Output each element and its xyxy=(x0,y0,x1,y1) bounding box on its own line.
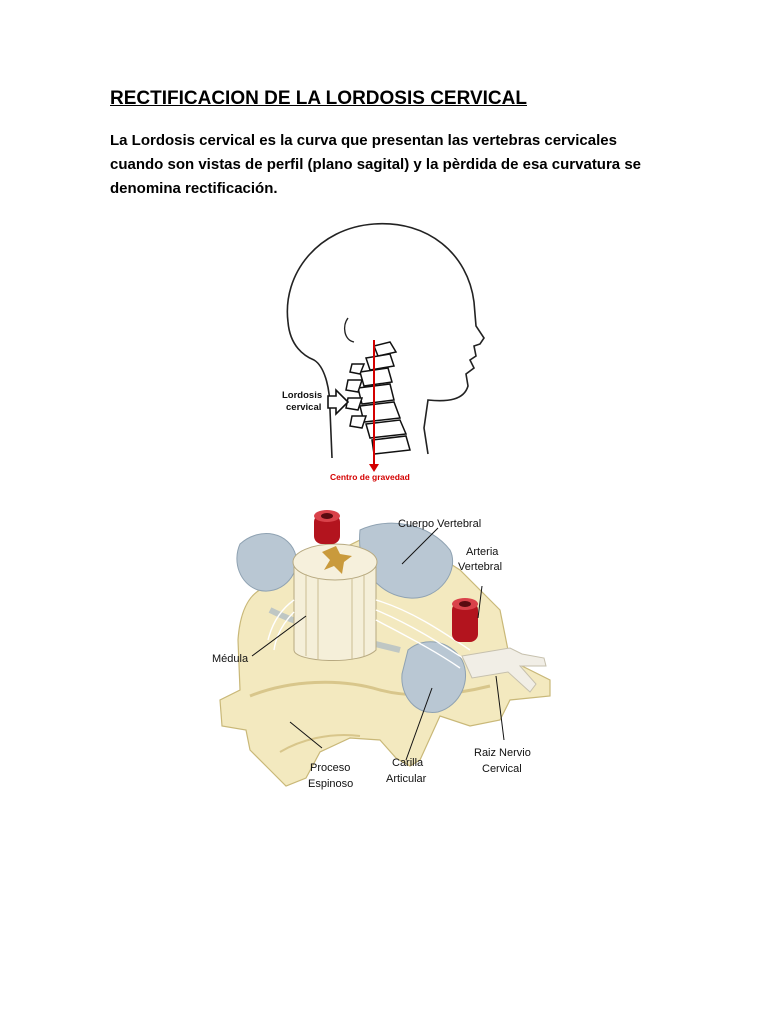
document-title: RECTIFICACION DE LA LORDOSIS CERVICAL xyxy=(110,88,527,109)
label-raiz-line2: Cervical xyxy=(482,763,522,775)
gravity-label: Centro de gravedad xyxy=(330,472,410,482)
label-carilla-line2: Articular xyxy=(386,773,427,785)
vertebra-anatomy-illustration xyxy=(210,500,560,795)
intro-paragraph: La Lordosis cervical es la curva que presentan las vertebras cervicales cuando son vistas de perfil (plano sagital) y la pèrdida de esa curvatura se denomina rectificación. xyxy=(110,132,642,197)
label-medula: Médula xyxy=(212,653,249,665)
label-proceso-line1: Proceso xyxy=(310,762,351,774)
label-proceso-line2: Espinoso xyxy=(308,778,354,790)
label-carilla-line1: Carilla xyxy=(392,757,424,769)
head-profile-illustration xyxy=(278,214,490,492)
label-cuerpo-vertebral: Cuerpo Vertebral xyxy=(398,518,482,530)
lordosis-label-line2: cervical xyxy=(286,402,322,413)
vertebral-artery-top xyxy=(314,510,340,544)
label-raiz-line1: Raiz Nervio xyxy=(474,747,531,759)
spinal-cord xyxy=(293,544,377,661)
cartilage-left xyxy=(237,534,297,592)
label-arteria-line2: Vertebral xyxy=(458,561,503,573)
vertebral-artery-side xyxy=(452,598,478,642)
lordosis-label-line1: Lordosis xyxy=(282,390,323,401)
label-arteria-line1: Arteria xyxy=(466,546,499,558)
